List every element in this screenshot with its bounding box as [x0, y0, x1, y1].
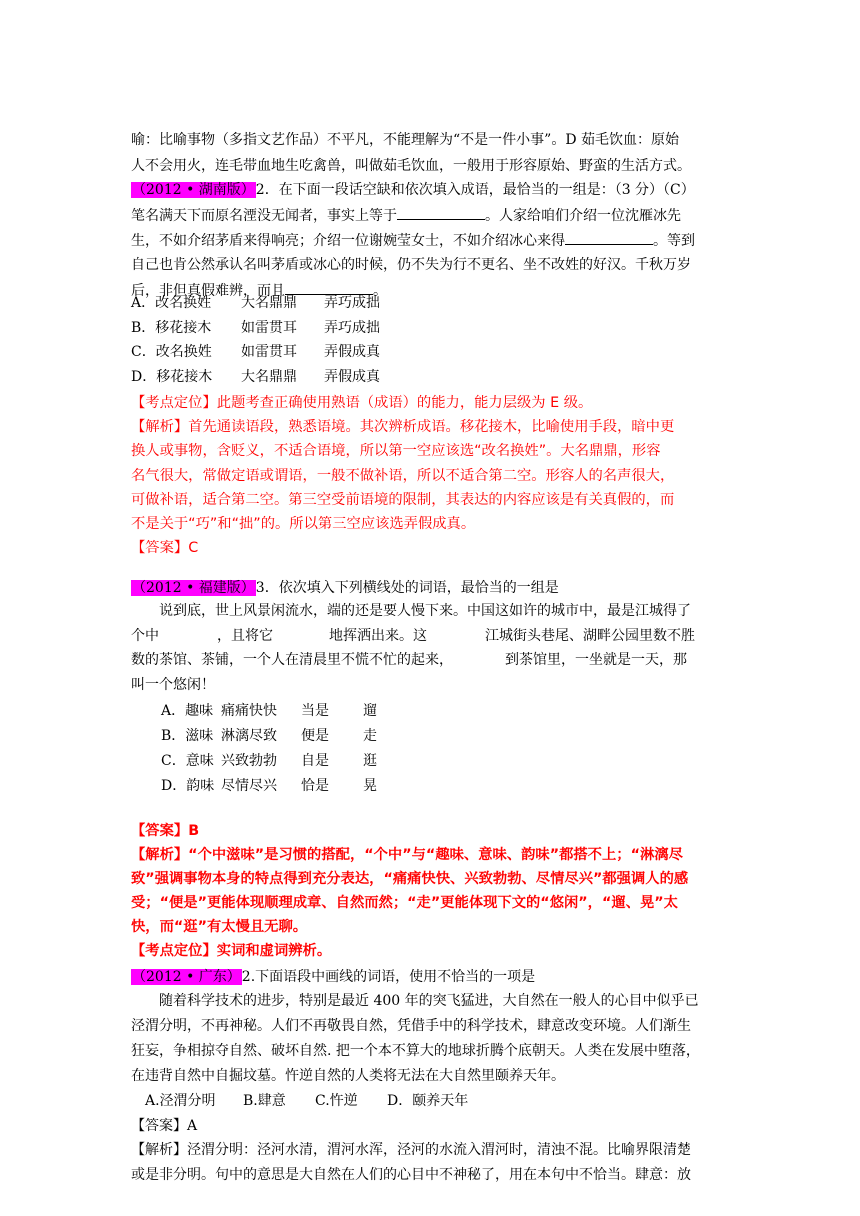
- option-row: A．趣味 痛痛快快 当是 遛: [161, 703, 377, 719]
- text-line: 说到底，世上风景闲流水，端的还是要人慢下来。中国这如许的城市中，最是江城得了: [159, 603, 691, 619]
- text-line: 后，非但真假难辨，而且 。: [131, 280, 387, 300]
- option-row: D．韵味 尽情尽兴 恰是 晃: [161, 778, 377, 794]
- jiexi-line: 可做补语，适合第二空。第三空受前语境的限制，其表达的内容应该是有关真假的，而: [131, 492, 675, 508]
- text-line: 泾渭分明，不再神秘。人们不再敬畏自然，凭借手中的科学技术，肆意改变环境。人们渐生: [131, 1018, 691, 1034]
- answer: 【答案】B: [131, 823, 200, 839]
- jiexi-line: 不是关于“巧”和“拙”的。所以第三空应该选弄假成真。: [131, 516, 476, 532]
- source-tag: （2012 • 福建版）: [132, 580, 255, 596]
- source-tag: （2012 • 湖南版）: [132, 182, 255, 198]
- option-row: C．意味 兴致勃勃 自是 逛: [161, 753, 377, 769]
- fill-blank: [397, 205, 485, 220]
- text-line: 数的茶馆、茶铺，一个人在清晨里不慌不忙的起来， 到茶馆里，一坐就是一天，那: [131, 652, 687, 668]
- kaodian: 【考点定位】此题考查正确使用熟语（成语）的能力，能力层级为 E 级。: [131, 395, 593, 411]
- question-stem: （2012 • 福建版）3．依次填入下列横线处的词语，最恰当的一组是: [132, 580, 559, 596]
- jiexi-line: 【解析】首先通读语段，熟悉语境。其次辨析成语。移花接木，比喻使用手段，暗中更: [131, 419, 675, 435]
- answer: 【答案】C: [131, 540, 199, 556]
- text-line: 人不会用火，连毛带血地生吃禽兽，叫做茹毛饮血，一般用于形容原始、野蛮的生活方式。: [131, 158, 691, 174]
- text-line: 笔名满天下而原名湮没无闻者，事实上等于 。人家给咱们介绍一位沈雁冰先: [131, 205, 681, 225]
- fill-blank: [565, 230, 653, 245]
- jiexi-line: 受；“便是”更能体现顺理成章、自然而然；“走”更能体现下文的“悠闲”，“遛、晃”太: [131, 895, 678, 911]
- jiexi-line: 【解析】泾渭分明：泾河水清，渭河水浑，泾河的水流入渭河时，清浊不混。比喻界限清楚: [131, 1142, 691, 1158]
- text-line: 喻：比喻事物（多指文艺作品）不平凡，不能理解为“不是一件小事”。D 茹毛饮血：原始: [131, 132, 679, 148]
- option-row: B．滋味 淋漓尽致 便是 走: [161, 728, 377, 744]
- jiexi-line: 名气很大，常做定语或谓语，一般不做补语，所以不适合第二空。形容人的名声很大，: [131, 468, 675, 484]
- question-stem: （2012 • 湖南版）2．在下面一段话空缺和依次填入成语，最恰当的一组是：（3 分）（C）: [132, 182, 695, 198]
- text-line: 狂妄，争相掠夺自然、破坏自然. 把一个本不算大的地球折腾个底朝天。人类在发展中堕落，: [131, 1043, 700, 1059]
- jiexi-line: 致”强调事物本身的特点得到充分表达，“痛痛快快、兴致勃勃、尽情尽兴”都强调人的感: [131, 871, 689, 887]
- option-row: A.泾渭分明 B.肆意 C.忤逆 D．颐养天年: [145, 1093, 469, 1109]
- option-row: D．移花接木 大名鼎鼎 弄假成真: [131, 369, 380, 385]
- text-line: 个中 ，且将它 地挥洒出来。这 江城街头巷尾、湖畔公园里数不胜: [131, 628, 695, 644]
- source-tag: （2012 • 广东）: [132, 969, 241, 985]
- kaodian: 【考点定位】实词和虚词辨析。: [131, 943, 332, 959]
- jiexi-line: 或是非分明。句中的意思是大自然在人们的心目中不神秘了，用在本句中不恰当。肆意：放: [131, 1167, 691, 1183]
- question-stem: （2012 • 广东）2.下面语段中画线的词语，使用不恰当的一项是: [132, 969, 536, 985]
- text-line: 自己也肯公然承认名叫茅盾或冰心的时候，仍不失为行不更名、坐不改姓的好汉。千秋万岁: [131, 257, 691, 273]
- option-row: C．改名换姓 如雷贯耳 弄假成真: [131, 344, 380, 360]
- jiexi-line: 换人或事物，含贬义，不适合语境，所以第一空应该选“改名换姓”。大名鼎鼎，形容: [131, 443, 661, 459]
- jiexi-line: 快，而“逛”有太慢且无聊。: [131, 919, 308, 935]
- option-row: A．改名换姓 大名鼎鼎 弄巧成拙: [131, 295, 380, 311]
- text-line: 随着科学技术的进步，特别是最近 400 年的突飞猛进，大自然在一般人的心目中似乎已: [159, 993, 699, 1009]
- jiexi-line: 【解析】“个中滋味”是习惯的搭配，“个中”与“趣味、意味、韵味”都搭不上；“淋漓尽: [131, 847, 683, 863]
- answer: 【答案】A: [131, 1118, 198, 1134]
- text-line: 生，不如介绍茅盾来得响亮；介绍一位谢婉莹女士，不如介绍冰心来得 。等到: [131, 230, 695, 250]
- text-line: 在违背自然中自掘坟墓。忤逆自然的人类将无法在大自然里颐养天年。: [131, 1068, 565, 1084]
- option-row: B．移花接木 如雷贯耳 弄巧成拙: [131, 320, 380, 336]
- text-line: 叫一个悠闲！: [131, 677, 215, 693]
